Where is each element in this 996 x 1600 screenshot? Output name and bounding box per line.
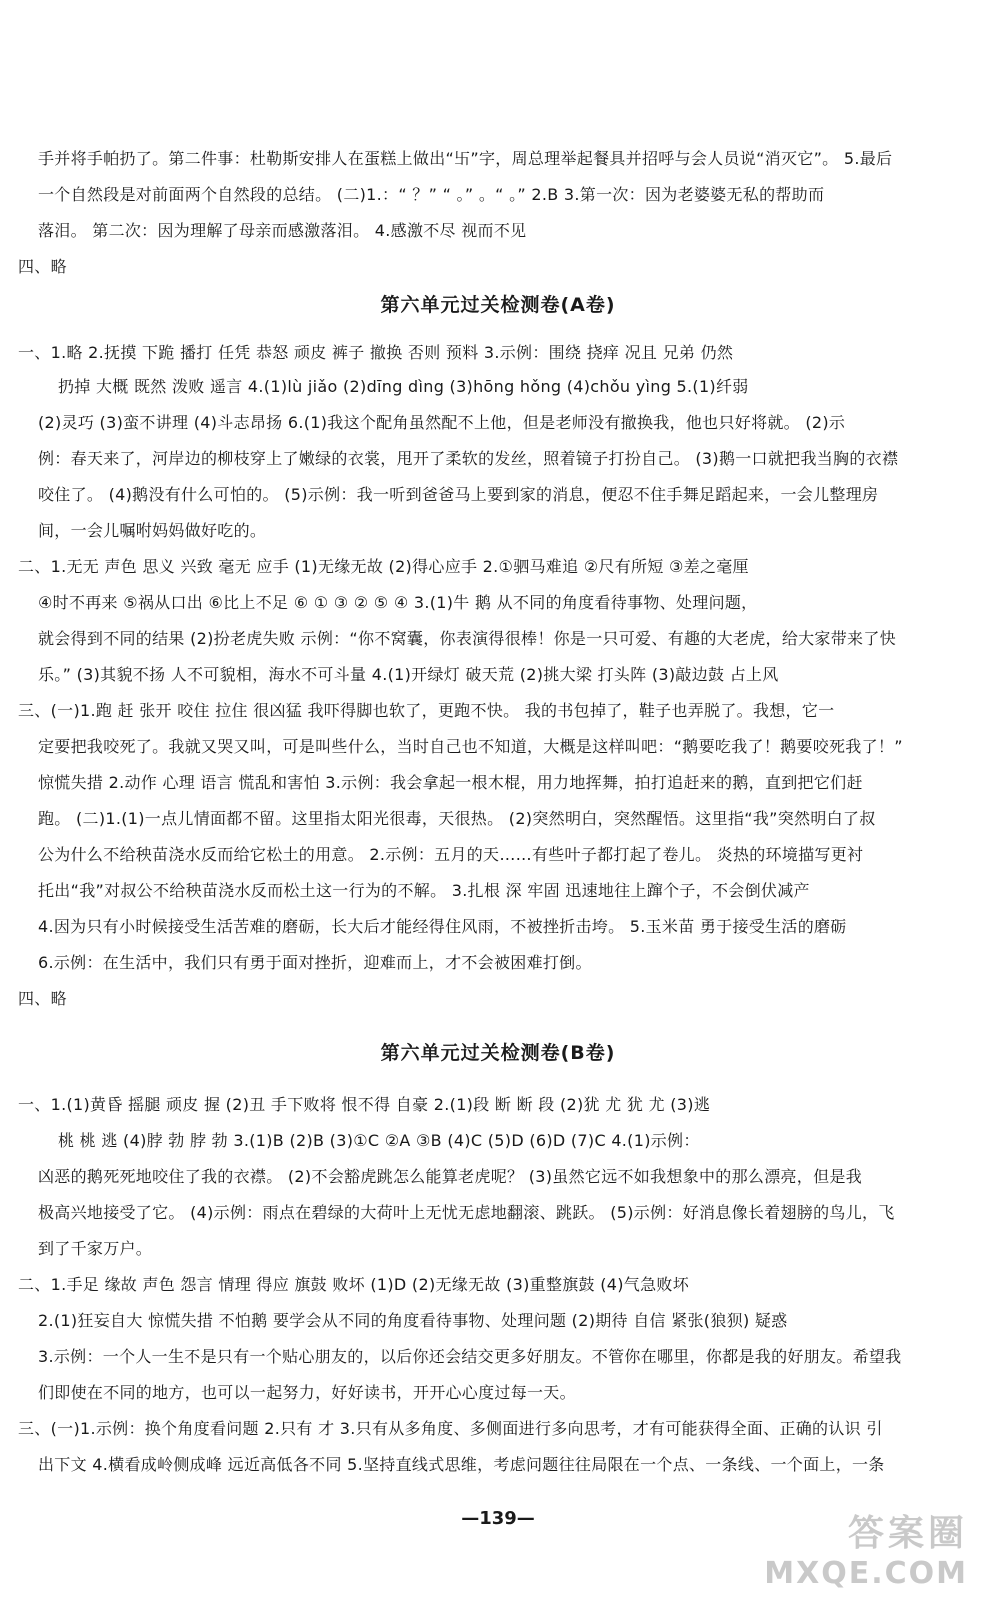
text-line: 定要把我咬死了。我就又哭又叫，可是叫些什么，当时自己也不知道，大概是这样叫吧：“鹅要吃我了！鹅要咬死我了！”: [38, 737, 903, 756]
text-line: ④时不再来 ⑤祸从口出 ⑥比上不足 ⑥ ① ③ ② ⑤ ④ 3.(1)牛 鹅 从不同的角度看待事物、处理问题，: [38, 593, 758, 612]
text-line: 6.示例：在生活中，我们只有勇于面对挫折，迎难而上，才不会被困难打倒。: [38, 953, 592, 972]
text-line: 一、1.略 2.抚摸 下跪 播打 任凭 恭怒 顽皮 裤子 撤换 否则 预料 3.示例：围绕 挠痒 况且 兄弟 仍然: [18, 343, 734, 362]
text-line: 托出“我”对叔公不给秧苗浇水反而松土这一行为的不解。 3.扎根 深 牢固 迅速地往上蹿个子，不会倒伏减产: [38, 881, 810, 900]
text-line: 2.(1)狂妄自大 惊慌失措 不怕鹅 要学会从不同的角度看待事物、处理问题 (2)期待 自信 紧张(狼狈) 疑惑: [38, 1311, 788, 1330]
text-line: 三、(一)1.示例：换个角度看问题 2.只有 才 3.只有从多角度、多侧面进行多向思考，才有可能获得全面、正确的认识 引: [18, 1419, 883, 1438]
text-line: 出下文 4.横看成岭侧成峰 远近高低各不同 5.坚持直线式思维，考虑问题往往局限在一个点、一条线、一个面上，一条: [38, 1455, 885, 1474]
watermark-text: 答案圈: [847, 1513, 968, 1554]
text-line: 们即使在不同的地方，也可以一起努力，好好读书，开开心心度过每一天。: [38, 1383, 576, 1402]
text-line: 凶恶的鹅死死地咬住了我的衣襟。 (2)不会豁虎跳怎么能算老虎呢？ (3)虽然它远不如我想象中的那么漂亮，但是我: [38, 1167, 863, 1186]
watermark-logo: [764, 1505, 968, 1591]
watermark-url: MXQE.COM: [764, 1556, 968, 1591]
text-line: (2)灵巧 (3)蛮不讲理 (4)斗志昂扬 6.(1)我这个配角虽然配不上他，但是老师没有撤换我，他也只好将就。 (2)示: [38, 413, 846, 432]
text-line: 桃 桃 逃 (4)脖 勃 脖 勃 3.(1)B (2)B (3)①C ②A ③B (4)C (5)D (6)D (7)C 4.(1)示例：: [58, 1131, 700, 1150]
text-line: 4.因为只有小时候接受生活苦难的磨砺，长大后才能经得住风雨，不被挫折击垮。 5.玉米苗 勇于接受生活的磨砺: [38, 917, 847, 936]
text-line: 落泪。 第二次：因为理解了母亲而感激落泪。 4.感激不尽 视而不见: [38, 221, 527, 240]
text-line: 手并将手帕扔了。第二件事：杜勒斯安排人在蛋糕上做出“卐”字，周总理举起餐具并招呼与会人员说“消灭它”。 5.最后: [38, 149, 893, 168]
text-line: 就会得到不同的结果 (2)扮老虎失败 示例：“你不窝囊，你表演得很棒！你是一只可爱、有趣的大老虎，给大家带来了快: [38, 629, 896, 648]
text-line: 四、略: [18, 989, 67, 1008]
text-line: 惊慌失措 2.动作 心理 语言 慌乱和害怕 3.示例：我会拿起一根木棍，用力地挥舞，拍打追赶来的鹅，直到把它们赶: [38, 773, 863, 792]
page-number: —139—: [461, 1508, 535, 1529]
section-title-b: 第六单元过关检测卷(B卷): [380, 1042, 616, 1064]
text-line: 乐。” (3)其貌不扬 人不可貌相，海水不可斗量 4.(1)开绿灯 破天荒 (2)挑大梁 打头阵 (3)敲边鼓 占上风: [38, 665, 779, 684]
text-line: 极高兴地接受了它。 (4)示例：雨点在碧绿的大荷叶上无忧无虑地翻滚、跳跃。 (5)示例：好消息像长着翅膀的鸟儿，飞: [38, 1203, 895, 1222]
text-line: 二、1.无无 声色 思义 兴致 毫无 应手 (1)无缘无故 (2)得心应手 2.①驷马难追 ②尺有所短 ③差之毫厘: [18, 557, 749, 576]
text-line: 公为什么不给秧苗浇水反而给它松土的用意。 2.示例：五月的天……有些叶子都打起了卷儿。 炎热的环境描写更衬: [38, 845, 864, 864]
text-line: 三、(一)1.跑 赶 张开 咬住 拉住 很凶猛 我吓得脚也软了，更跑不快。 我的书包掉了，鞋子也弄脱了。我想，它一: [18, 701, 835, 720]
text-line: 例：春天来了，河岸边的柳枝穿上了嫩绿的衣裳，甩开了柔软的发丝，照着镜子打扮自己。 (3)鹅一口就把我当胸的衣襟: [38, 449, 899, 468]
text-line: 到了千家万户。: [38, 1239, 153, 1258]
text-line: 一个自然段是对前面两个自然段的总结。 (二)1.：“ ？” “ 。” 。“ 。” 2.B 3.第一次：因为老婆婆无私的帮助而: [38, 185, 825, 204]
text-line: 3.示例：一个人一生不是只有一个贴心朋友的，以后你还会结交更多好朋友。不管你在哪里，你都是我的好朋友。希望我: [38, 1347, 902, 1366]
text-line: 四、略: [18, 257, 67, 276]
text-line: 扔掉 大概 既然 泼败 遥言 4.(1)lù jiǎo (2)dīng dìng (3)hōng hǒng (4)chǒu yìng 5.(1)纤弱: [58, 377, 749, 396]
text-line: 跑。 (二)1.(1)一点儿情面都不留。这里指太阳光很毒，天很热。 (2)突然明白，突然醒悟。这里指“我”突然明白了叔: [38, 809, 876, 828]
text-line: 咬住了。 (4)鹅没有什么可怕的。 (5)示例：我一听到爸爸马上要到家的消息，便忍不住手舞足蹈起来，一会儿整理房: [38, 485, 879, 504]
section-title-a: 第六单元过关检测卷(A卷): [380, 294, 616, 316]
text-line: 二、1.手足 缘故 声色 怨言 情理 得应 旗鼓 败坏 (1)D (2)无缘无故 (3)重整旗鼓 (4)气急败坏: [18, 1275, 689, 1294]
text-line: 间，一会儿嘱咐妈妈做好吃的。: [38, 521, 267, 540]
text-line: 一、1.(1)黄昏 摇腿 顽皮 握 (2)丑 手下败将 恨不得 自豪 2.(1)段 断 断 段 (2)犹 尤 犹 尤 (3)逃: [18, 1095, 711, 1114]
